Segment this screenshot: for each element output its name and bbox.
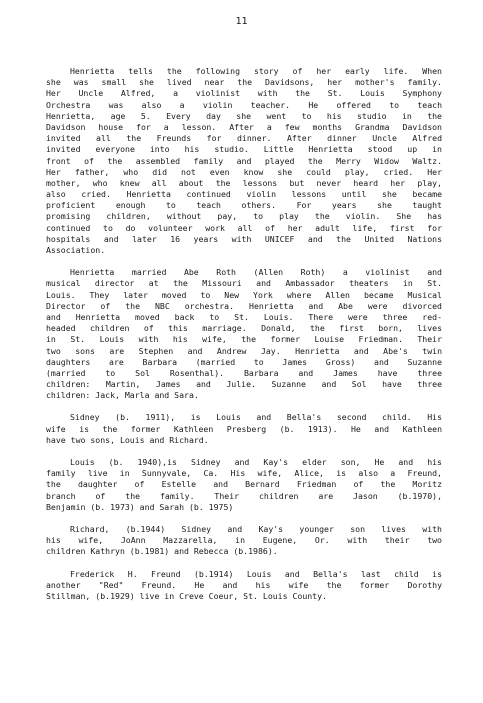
text-line: continued to do volunteer work all of her adult life, first for xyxy=(46,222,442,233)
text-line: daughters are Barbara (married to James Gross) and Suzanne xyxy=(46,356,442,367)
text-line: his wife, JoAnn Mazzarella, in Eugene, Or. with their two xyxy=(46,535,442,546)
text-line: Director of the NBC orchestra. Henrietta and Abe were divorced xyxy=(46,300,442,311)
text-line: Orchestra was also a violin teacher. He offered to teach xyxy=(46,99,442,110)
text-line: two sons are Stephen and Andrew Jay. Henrietta and Abe's twin xyxy=(46,345,442,356)
text-line: Sidney (b. 1911), is Louis and Bella's second child. His xyxy=(70,412,442,423)
text-line: Davidson house for a lesson. After a few months Grandma Davidson xyxy=(46,121,442,132)
text-line: children: Jack, Marla and Sara. xyxy=(46,390,199,401)
text-line: another "Red" Freund. He and his wife the former Dorothy xyxy=(46,579,442,590)
text-line: mother, who knew all about the lessons but never heard her play, xyxy=(46,177,442,188)
text-line: Henrietta tells the following story of her early life. When xyxy=(70,66,442,76)
text-line: Her father, who did not even know she could play, cried. Her xyxy=(46,166,442,177)
paragraph-richard xyxy=(46,524,442,558)
text-line: Henrietta, age 5. Every day she went to his studio in the xyxy=(46,110,442,121)
paragraph-louis xyxy=(46,457,442,513)
text-line: Henrietta married Abe Roth (Allen Roth) a violinist and xyxy=(70,267,442,278)
text-line: wife is the former Kathleen Presberg (b. 1913). He and Kathleen xyxy=(46,423,442,434)
document-body xyxy=(46,66,442,613)
text-line: (married to Sol Rosenthal). Barbara and James have three xyxy=(46,367,442,378)
text-line: she was small she lived near the Davidsons, her mother's family. xyxy=(46,77,442,88)
text-line: Association. xyxy=(46,245,106,255)
text-line: proficient enough to teach others. For years she taught xyxy=(46,200,442,211)
text-line: Stillman, (b.1929) live in Creve Coeur, St. Louis County. xyxy=(46,590,327,601)
text-line: children: Martin, James and Julie. Suzanne and Sol have three xyxy=(46,379,442,390)
text-line: promising children, without pay, to play the violin. She has xyxy=(46,211,442,222)
text-line: musical director at the Missouri and Ambassador theaters in St. xyxy=(46,278,442,289)
text-line: also cried. Henrietta continued violin lessons until she became xyxy=(46,189,442,200)
text-line: invited everyone into his studio. Little Henrietta stood up in xyxy=(46,144,442,155)
text-line: Benjamin (b. 1973) and Sarah (b. 1975) xyxy=(46,501,234,512)
text-line: in St. Louis with his wife, the former Louise Friedman. Their xyxy=(46,334,442,345)
paragraph-frederick xyxy=(46,569,442,603)
text-line: and Henrietta moved back to St. Louis. There were three red- xyxy=(46,311,442,322)
text-line: Her Uncle Alfred, a violinist with the St. Louis Symphony xyxy=(46,88,442,99)
text-line: have two sons, Louis and Richard. xyxy=(46,434,209,445)
text-line: branch of the family. Their children are Jason (b.1970), xyxy=(46,490,442,501)
text-line: family live in Sunnyvale, Ca. His wife, Alice, is also a Freund, xyxy=(46,468,442,479)
text-line: Frederick H. Freund (b.1914) Louis and Bella's last child is xyxy=(70,568,442,579)
text-line: Louis (b. 1940),is Sidney and Kay's elder son, He and his xyxy=(70,457,442,467)
text-line: hospitals and later 16 years with UNICEF and the United Nations xyxy=(46,233,442,244)
text-line: invited all the Freunds for dinner. After dinner Uncle Alfred xyxy=(46,133,442,144)
text-line: the daughter of Estelle and Bernard Friedman of the Moritz xyxy=(46,479,442,490)
text-line: Louis. They later moved to New York where Allen became Musical xyxy=(46,289,442,300)
text-line: children Kathryn (b.1981) and Rebecca (b.1986). xyxy=(46,546,278,557)
text-line: front of the assembled family and played the Merry Widow Waltz. xyxy=(46,155,442,166)
paragraph-early-life xyxy=(46,66,442,256)
paragraph-roth-marriage xyxy=(46,267,442,401)
paragraph-sidney xyxy=(46,412,442,446)
page-number: 11 xyxy=(235,16,248,27)
text-line: Richard, (b.1944) Sidney and Kay's younger son lives with xyxy=(70,523,442,534)
text-line: headed children of this marriage. Donald, the first born, lives xyxy=(46,323,442,334)
